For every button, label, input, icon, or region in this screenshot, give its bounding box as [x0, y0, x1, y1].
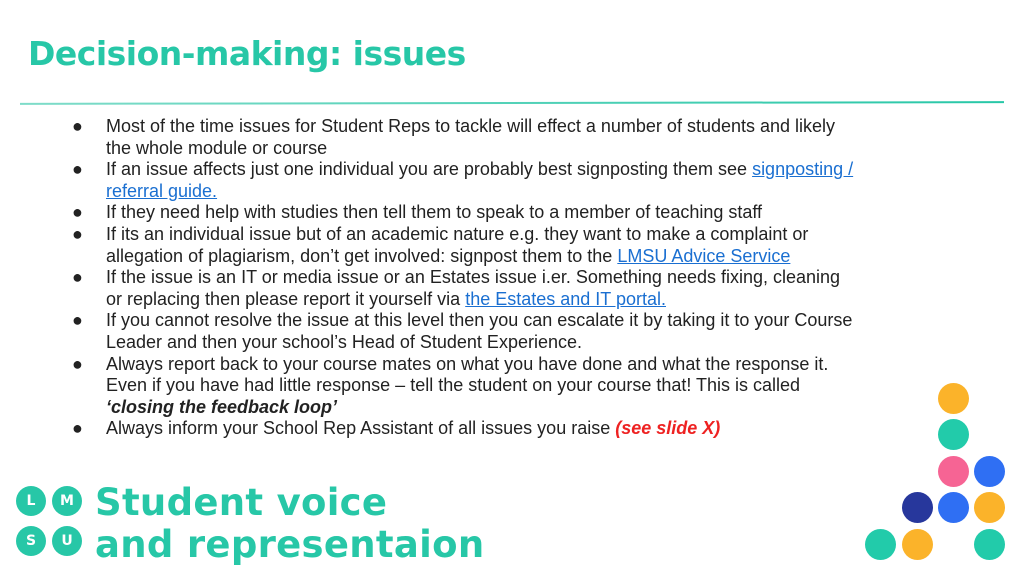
- logo-letter-m: M: [52, 486, 82, 516]
- bullet-text: If they need help with studies then tell them to speak to a member of teaching staff: [106, 202, 763, 223]
- decor-circle: [974, 456, 1005, 487]
- bullet-text: If you cannot resolve the issue at this level then you can escalate it by taking it to your Course Leader and then your school’s Head of Student Experience.: [106, 310, 853, 352]
- list-item: [68, 418, 858, 440]
- link[interactable]: LMSU Advice Service: [617, 245, 791, 266]
- list-item: [68, 116, 858, 159]
- list-item: [68, 159, 858, 202]
- brand-line-1: Student voice: [95, 481, 388, 524]
- link[interactable]: signposting / referral guide.: [106, 159, 854, 201]
- logo-letter-u: U: [52, 526, 82, 556]
- list-item: [68, 354, 858, 419]
- decor-circle: [938, 492, 969, 523]
- logo-letter-l: L: [16, 486, 46, 516]
- decor-circle: [974, 529, 1005, 560]
- decor-circle: [902, 492, 933, 523]
- bullet-text: If an issue affects just one individual you are probably best signposting them see: [106, 159, 753, 180]
- decor-circle: [865, 529, 896, 560]
- bullet-icon: ●: [72, 116, 83, 136]
- title-divider: [20, 101, 1004, 105]
- bullet-text: If its an individual issue but of an academic nature e.g. they want to make a complaint or allegation of plagiarism, don’t get involved: signpost them to the: [106, 223, 809, 266]
- bullet-text: Always report back to your course mates on what you have done and what the response it. Even if you have had little response – tell the student on your course that! This is called: [106, 353, 829, 396]
- bullet-text: If the issue is an IT or media issue or an Estates issue i.er. Something needs fixing, cleaning or replacing then please report it yourself via: [106, 267, 841, 309]
- decor-circle: [902, 529, 933, 560]
- bullet-icon: ●: [72, 353, 83, 374]
- list-item: [68, 267, 858, 310]
- bullet-list: [68, 116, 858, 440]
- bullet-icon: ●: [72, 310, 83, 331]
- bullet-icon: ●: [72, 202, 83, 223]
- bullet-icon: ●: [72, 223, 83, 244]
- bullet-icon: ●: [72, 267, 83, 288]
- decor-circle: [938, 419, 969, 450]
- decor-circle: [938, 456, 969, 487]
- logo-letter-s: S: [16, 526, 46, 556]
- decor-circle: [974, 492, 1005, 523]
- slide-title: Decision-making: issues: [28, 34, 466, 73]
- decor-circle: [938, 383, 969, 414]
- bullet-icon: ●: [72, 159, 83, 180]
- bullet-text: Most of the time issues for Student Reps to tackle will effect a number of students and likely the whole module or course: [106, 116, 836, 158]
- list-item: [68, 310, 858, 353]
- list-item: [68, 224, 858, 267]
- bullet-text: Always inform your School Rep Assistant of all issues you raise: [106, 418, 616, 439]
- link[interactable]: the Estates and IT portal.: [465, 288, 666, 309]
- bullet-icon: ●: [72, 418, 83, 439]
- brand-text: [95, 482, 485, 566]
- brand-line-2: and representaion: [95, 523, 485, 566]
- emphasis-text: ‘closing the feedback loop’: [106, 396, 338, 417]
- slide-reference: (see slide X): [615, 418, 721, 439]
- list-item: [68, 202, 858, 224]
